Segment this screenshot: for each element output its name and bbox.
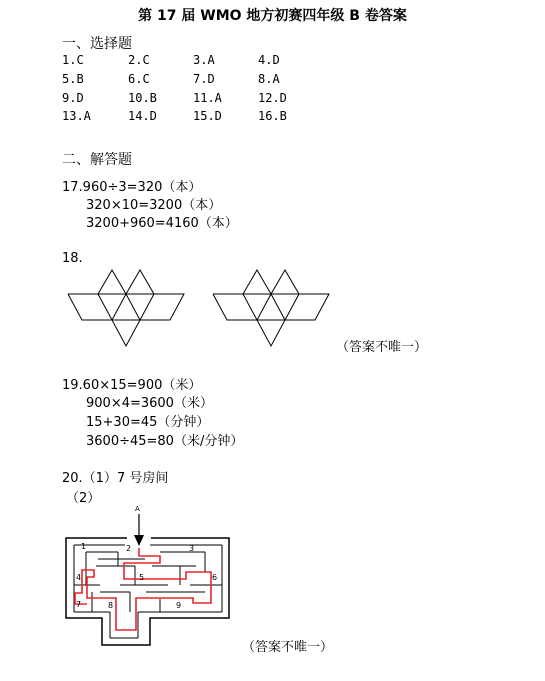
answer-item: 12.D xyxy=(258,91,287,105)
room-number: 9 xyxy=(176,601,182,610)
room-number: 8 xyxy=(108,601,114,610)
q20-line1: 20.（1）7 号房间 xyxy=(62,471,169,486)
q18-note: （答案不唯一） xyxy=(336,340,428,355)
answer-item: 3.A xyxy=(193,53,215,67)
answer-item: 2.C xyxy=(128,53,150,67)
q17-line: 3200+960=4160（本） xyxy=(86,216,238,231)
arrow-label: A xyxy=(135,505,140,513)
section-heading-solutions: 二、解答题 xyxy=(62,152,132,168)
answer-item: 11.A xyxy=(193,91,222,105)
arrow-down-icon xyxy=(134,535,144,546)
answer-item: 4.D xyxy=(258,53,280,67)
q18-label: 18. xyxy=(62,251,83,266)
q17-line: 320×10=3200（本） xyxy=(86,198,222,213)
answer-item: 13.A xyxy=(62,109,91,123)
section-heading-choice: 一、选择题 xyxy=(62,36,132,52)
q19-line: 15+30=45（分钟） xyxy=(86,415,210,430)
q19-line: 19.60×15=900（米） xyxy=(62,378,202,393)
answer-item: 1.C xyxy=(62,53,84,67)
room-number: 2 xyxy=(126,544,132,553)
answer-item: 9.D xyxy=(62,91,84,105)
q20-line2: （2） xyxy=(66,491,101,506)
page-title: 第 17 届 WMO 地方初赛四年级 B 卷答案 xyxy=(138,8,407,24)
room-number: 4 xyxy=(76,573,82,582)
room-number: 3 xyxy=(189,544,195,553)
answer-item: 15.D xyxy=(193,109,222,123)
answer-item: 5.B xyxy=(62,72,84,86)
answer-item: 16.B xyxy=(258,109,287,123)
q20-note: （答案不唯一） xyxy=(242,640,334,655)
room-number: 7 xyxy=(76,600,82,609)
q19-line: 3600÷45=80（米/分钟） xyxy=(86,434,244,449)
q19-line: 900×4=3600（米） xyxy=(86,396,213,411)
answer-item: 14.D xyxy=(128,109,157,123)
answer-item: 8.A xyxy=(258,72,280,86)
answer-item: 6.C xyxy=(128,72,150,86)
room-number: 6 xyxy=(212,573,218,582)
maze-walls xyxy=(74,545,222,638)
answer-item: 7.D xyxy=(193,72,215,86)
answer-item: 10.B xyxy=(128,91,157,105)
q17-line: 17.960÷3=320（本） xyxy=(62,180,202,195)
room-number: 5 xyxy=(139,573,145,582)
room-number: 1 xyxy=(81,542,87,551)
